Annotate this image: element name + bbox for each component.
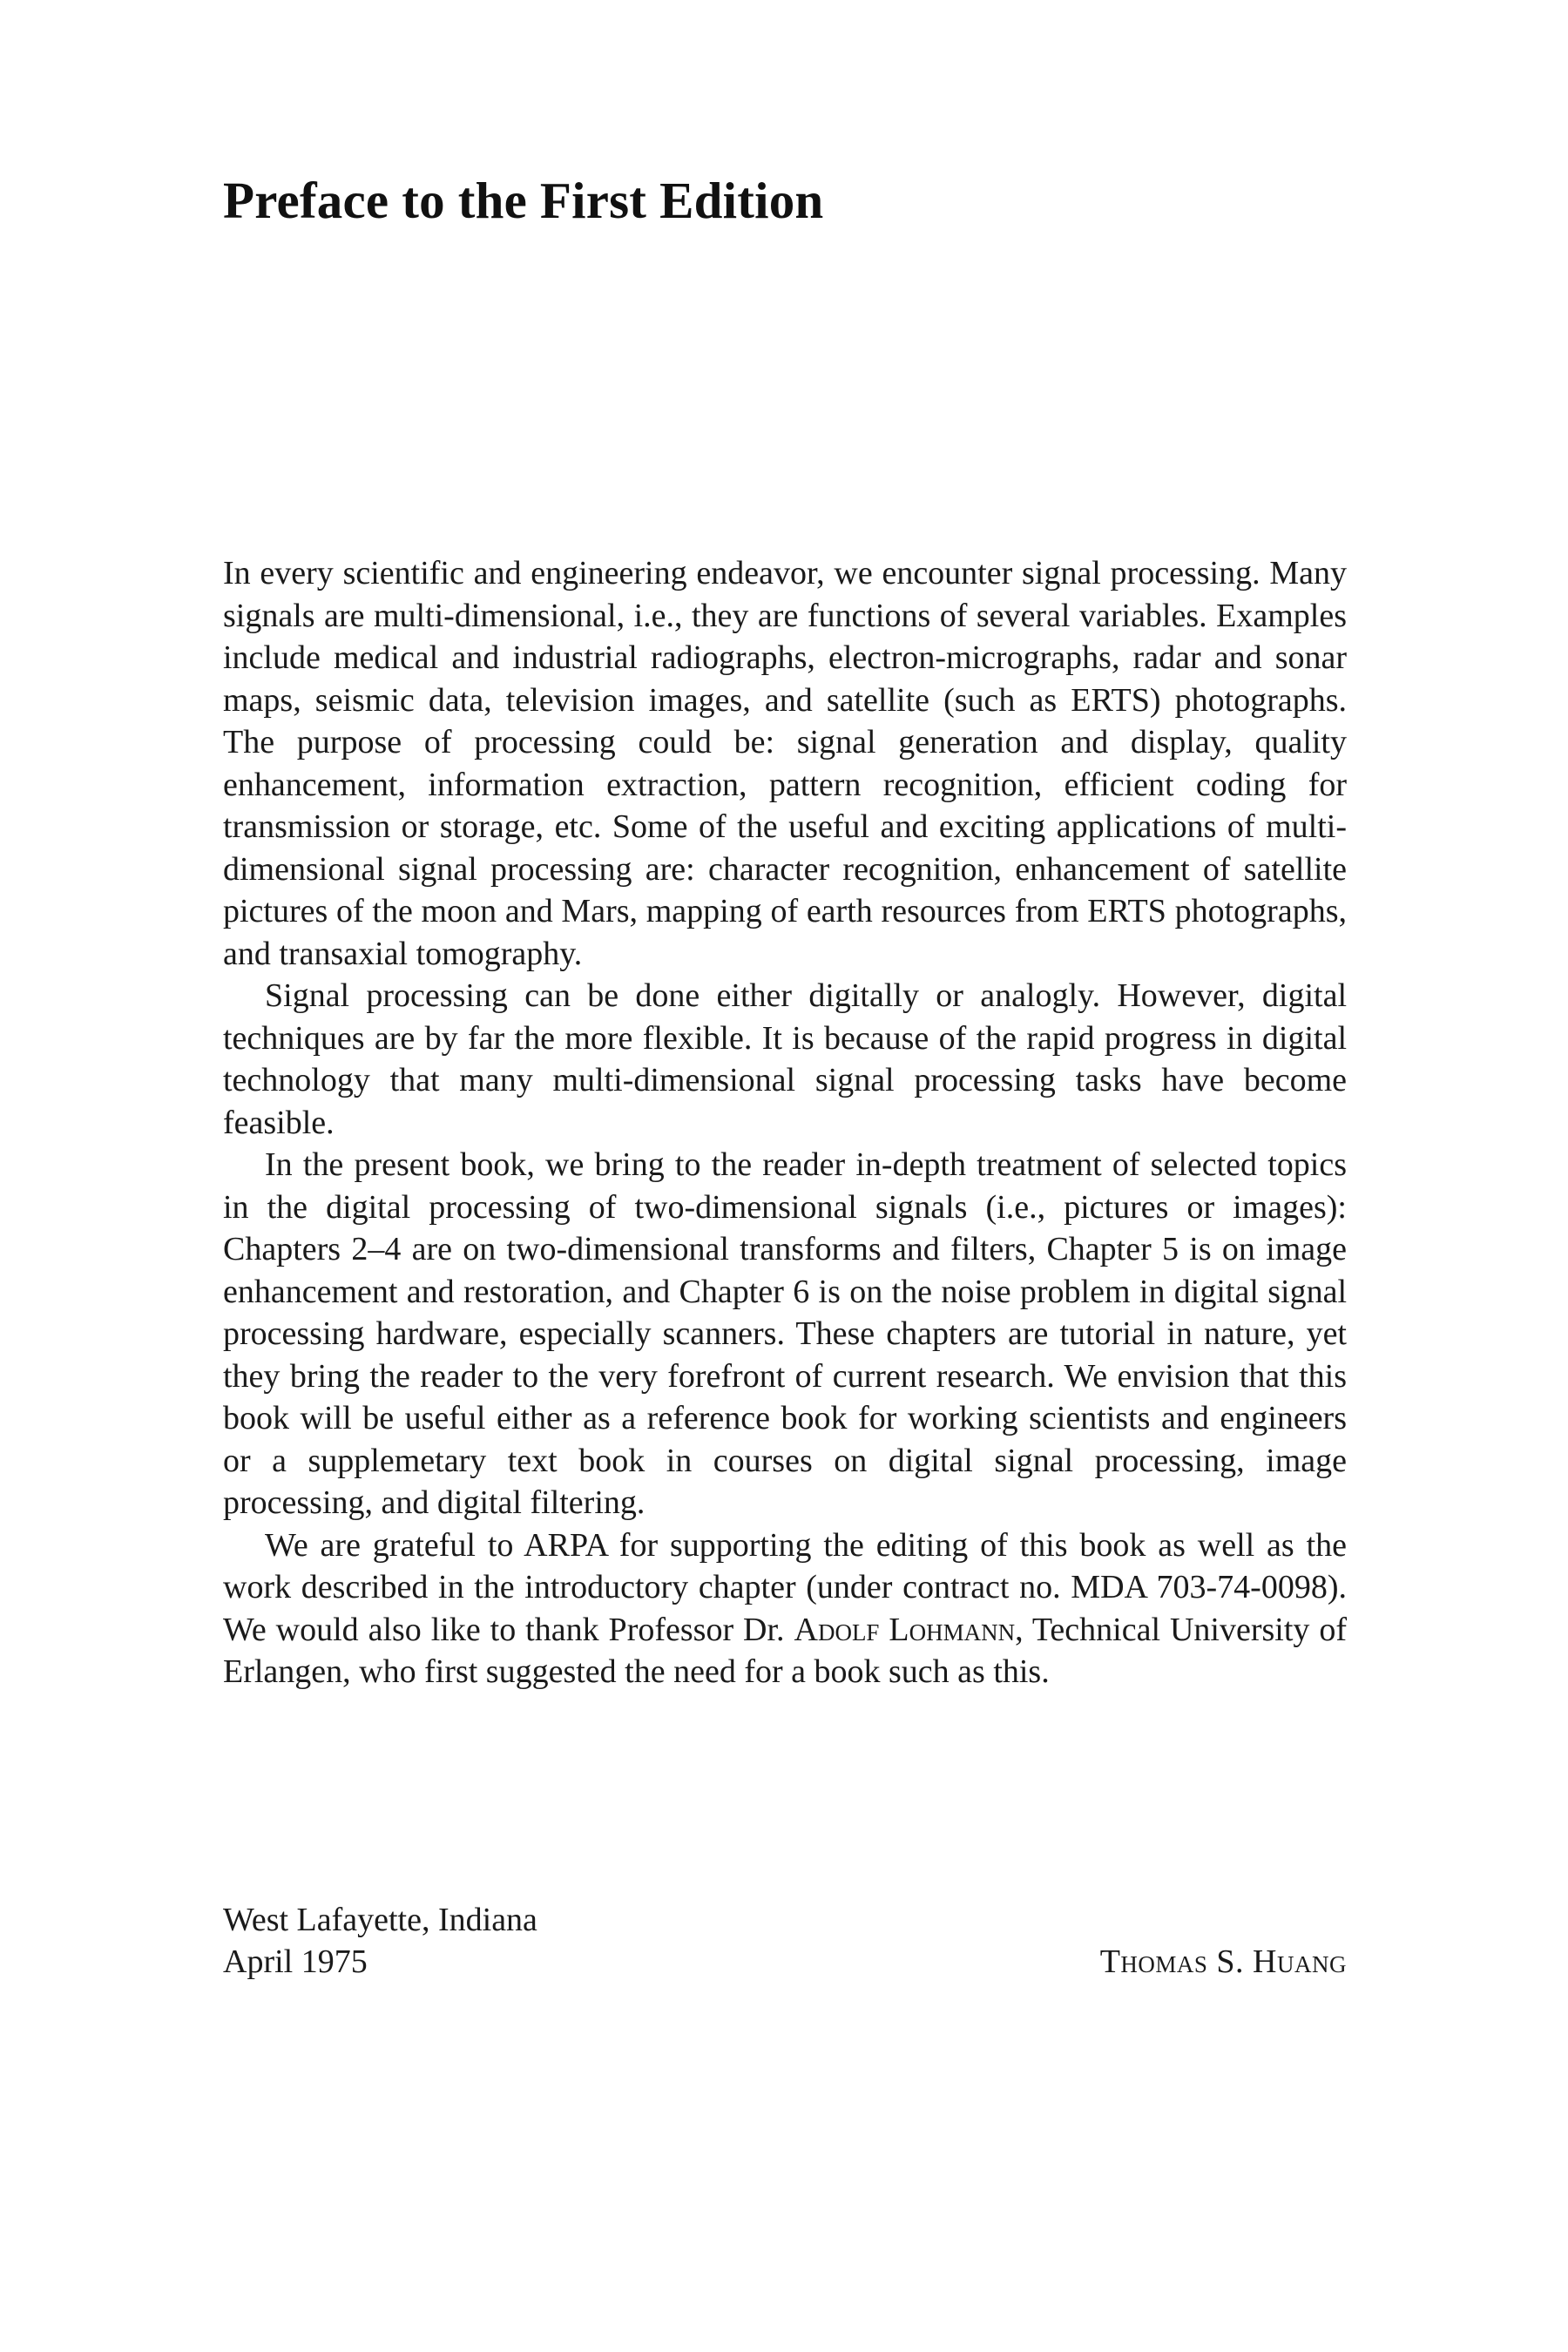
paragraph-4-text-after: , Technical University of Erlangen, who first suggested the need for a book such as this. — [223, 1611, 1347, 1690]
paragraph-2: Signal processing can be done either digitally or analogly. However, digital techniques are by far the more flexible. It is because of the rapid progress in digital technology that many multi-dimensional signal processing tasks have become feasible. — [223, 977, 1347, 1141]
signoff-block — [223, 1899, 1347, 1983]
signoff-place: West Lafayette, Indiana — [223, 1902, 537, 1938]
paragraph-4-text-before: We are grateful to ARPA for supporting the editing of this book as well as the work described in the introductory chapter (under contract no. MDA 703-74-0098). We would also like to thank Professor Dr. — [223, 1526, 1347, 1648]
acknowledged-person-name: Adolf Lohmann — [794, 1611, 1016, 1648]
page-title: Preface to the First Edition — [223, 172, 824, 229]
paragraph-1: In every scientific and engineering endeavor, we encounter signal processing. Many signals are multi-dimensional, i.e., they are functions of several variables. Examples include medical and industrial radiographs, electron-micrographs, radar and sonar maps, seismic data, television images, and satellite (such as ERTS) photographs. The purpose of processing could be: signal generation and display, quality enhancement, information extraction, pattern recognition, efficient coding for transmission or storage, etc. Some of the useful and exciting applications of multi-dimensional signal processing are: character recognition, enhancement of satellite pictures of the moon and Mars, mapping of earth resources from ERTS photographs, and transaxial tomography. — [223, 555, 1347, 972]
signoff-author: Thomas S. Huang — [1099, 1943, 1347, 1980]
signoff-date-row — [223, 1941, 1347, 1983]
paragraph-3: In the present book, we bring to the reader in-depth treatment of selected topics in the digital processing of two-dimensional signals (i.e., pictures or images): Chapters 2–4 are on two-dimensional transforms and filters, Chapter 5 is on image enhancement and restoration, and Chapter 6 is on the noise problem in digital signal processing hardware, especially scanners. These chapters are tutorial in nature, yet they bring the reader to the very forefront of current research. We envision that this book will be useful either as a reference book for working scientists and engineers or a supplemetary text book in courses on digital signal processing, image processing, and digital filtering. — [223, 1146, 1347, 1521]
preface-body — [223, 552, 1347, 1693]
signoff-date: April 1975 — [223, 1943, 368, 1980]
paragraph-4 — [223, 1524, 1347, 1693]
